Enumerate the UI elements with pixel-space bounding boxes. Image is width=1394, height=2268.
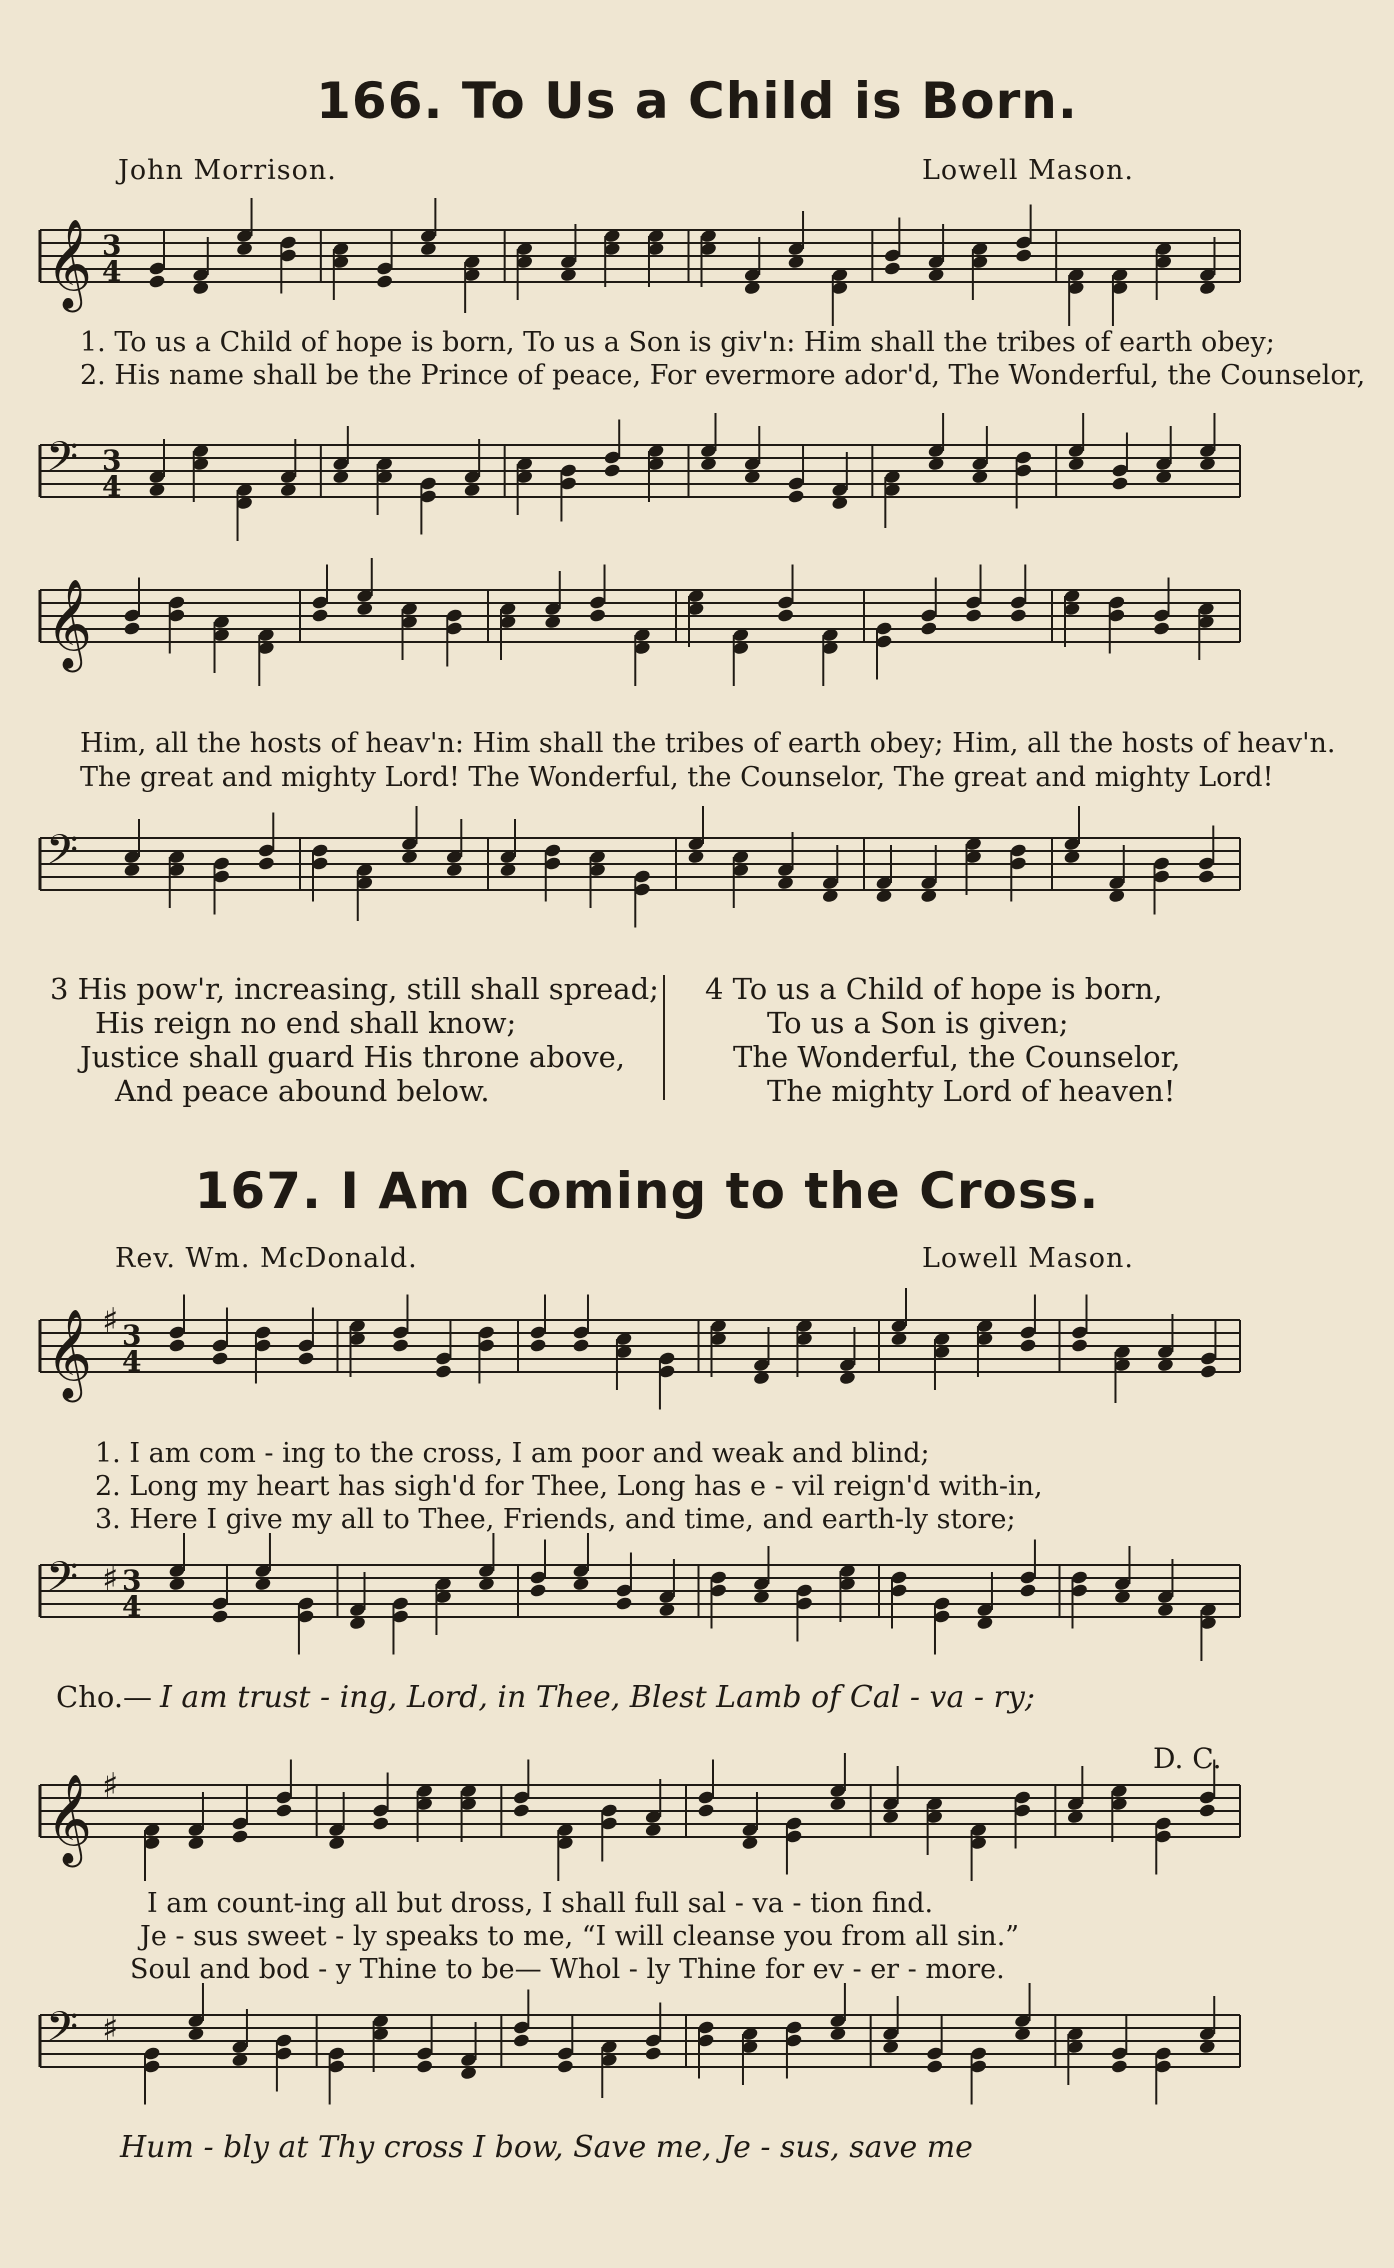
note-head <box>556 2059 574 2074</box>
note-head <box>529 1338 547 1353</box>
hymn-167-chorus-label: Cho.— <box>56 1680 153 1714</box>
hymn-167-chorus-line-2: Hum - bly at Thy cross I bow, Save me, Je - sus, save me <box>120 2130 973 2165</box>
treble-clef: 𝄞 <box>46 1309 93 1399</box>
note-head <box>965 608 983 623</box>
hymn-167-system-1-bass <box>30 1545 1250 1675</box>
hymn-166-system-2-treble <box>30 570 1250 720</box>
hymn-167-system-1-treble <box>30 1300 1250 1435</box>
note-head <box>416 2059 434 2074</box>
note-head <box>787 489 805 504</box>
note-head <box>231 1829 249 1844</box>
time-signature: 4 <box>102 255 122 288</box>
note-head <box>1009 608 1027 623</box>
note-head <box>168 1338 186 1353</box>
note-head <box>372 1816 390 1831</box>
note-head <box>211 1351 229 1366</box>
note-head <box>572 1338 590 1353</box>
treble-clef: 𝄞 <box>46 579 93 669</box>
hymn-167-music-credit: Lowell Mason. <box>922 1243 1134 1274</box>
note-head <box>376 274 394 289</box>
note-head <box>777 608 795 623</box>
note-head <box>1198 1803 1216 1818</box>
time-signature: 3 <box>122 1319 142 1352</box>
note-head <box>603 463 621 478</box>
key-signature: ♯ <box>102 1301 119 1341</box>
note-head <box>123 621 141 636</box>
bass-clef: 𝄢 <box>46 433 79 491</box>
hymn-166-system-1-bass <box>30 425 1250 565</box>
note-head <box>1015 248 1033 263</box>
time-signature: 4 <box>102 470 122 503</box>
note-head <box>1019 1338 1037 1353</box>
note-head <box>883 261 901 276</box>
note-head <box>297 1351 315 1366</box>
hymn-167-system-2-bass <box>30 1995 1250 2125</box>
note-head <box>512 2033 530 2048</box>
note-head <box>1111 476 1129 491</box>
time-signature: 3 <box>102 229 122 262</box>
treble-clef: 𝄞 <box>46 1774 93 1864</box>
note-head <box>644 2046 662 2061</box>
note-head <box>589 608 607 623</box>
bass-clef: 𝄢 <box>46 1553 79 1611</box>
hymn-166-system-2-verse-2: The great and mighty Lord! The Wonderful, the Counselor, The great and mighty Lord! <box>80 762 1274 793</box>
bass-clef: 𝄢 <box>46 826 79 884</box>
time-signature: 4 <box>122 1590 142 1623</box>
time-signature: 3 <box>102 444 122 477</box>
hymn-166-system-2-bass <box>30 818 1250 948</box>
hymn-166-system-1-treble <box>30 210 1250 330</box>
hymn-167-system-2-verse-1: I am count-ing all but dross, I shall full sal - va - tion find. <box>147 1888 934 1919</box>
note-head <box>148 274 166 289</box>
note-head <box>920 621 938 636</box>
note-head <box>1019 1583 1037 1598</box>
hymn-167-chorus-line-1: I am trust - ing, Lord, in Thee, Blest Lamb of Cal - va - ry; <box>160 1680 1035 1715</box>
note-head <box>1153 621 1171 636</box>
hymn-166-words-credit: John Morrison. <box>118 155 337 186</box>
hymn-167-system-1-verse-3: 3. Here I give my all to Thee, Friends, and time, and earth-ly store; <box>95 1504 1016 1535</box>
hymn-166-system-1-verse-2: 2. His name shall be the Prince of peace, For evermore ador'd, The Wonderful, the Counselor, <box>80 360 1366 391</box>
hymn-166-stanza-3: 3 His pow'r, increasing, still shall spread; His reign no end shall know; Justice shall guard His throne above, And peace abound below. <box>50 972 659 1108</box>
note-head <box>1071 1338 1089 1353</box>
note-head <box>1199 1364 1217 1379</box>
hymn-166-system-1-verse-1: 1. To us a Child of hope is born, To us a Son is giv'n: Him shall the tribes of earth obey; <box>80 327 1275 358</box>
note-head <box>529 1583 547 1598</box>
time-signature: 3 <box>122 1564 142 1597</box>
stanza-divider <box>663 975 665 1100</box>
note-head <box>435 1364 453 1379</box>
note-head <box>392 1338 410 1353</box>
note-head <box>697 1803 715 1818</box>
key-signature: ♯ <box>102 1766 119 1806</box>
note-head <box>926 2059 944 2074</box>
hymn-167-system-1-verse-1: 1. I am com - ing to the cross, I am poor and weak and blind; <box>95 1438 930 1469</box>
hymn-167-system-2-treble <box>30 1765 1250 1890</box>
note-head <box>615 1596 633 1611</box>
note-head <box>512 1803 530 1818</box>
note-head <box>1197 869 1215 884</box>
note-head <box>1110 2059 1128 2074</box>
treble-clef: 𝄞 <box>46 219 93 309</box>
hymn-167-words-credit: Rev. Wm. McDonald. <box>115 1243 418 1274</box>
hymn-166-title: 166. To Us a Child is Born. <box>316 72 1078 130</box>
bass-clef: 𝄢 <box>46 2003 79 2061</box>
hymn-166-stanza-4: 4 To us a Child of hope is born, To us a Son is given; The Wonderful, the Counselor, The mighty Lord of heaven! <box>705 972 1181 1108</box>
note-head <box>275 1803 293 1818</box>
key-signature: ♯ <box>102 2009 119 2049</box>
hymn-166-system-2-verse-1: Him, all the hosts of heav'n: Him shall the tribes of earth obey; Him, all the hosts of heav'n. <box>80 728 1336 759</box>
hymn-166-music-credit: Lowell Mason. <box>922 155 1134 186</box>
time-signature: 4 <box>122 1345 142 1378</box>
note-head <box>211 1609 229 1624</box>
note-head <box>257 856 275 871</box>
hymn-167-title: 167. I Am Coming to the Cross. <box>194 1162 1100 1220</box>
hymn-167-dc-mark: D. C. <box>1153 1742 1222 1775</box>
note-head <box>311 608 329 623</box>
hymn-167-system-2-verse-3: Soul and bod - y Thine to be— Whol - ly Thine for ev - er - more. <box>130 1954 1005 1985</box>
hymn-167-system-2-verse-2: Je - sus sweet - ly speaks to me, “I will cleanse you from all sin.” <box>140 1921 1020 1952</box>
key-signature: ♯ <box>102 1559 119 1599</box>
hymn-167-system-1-verse-2: 2. Long my heart has sigh'd for Thee, Long has e - vil reign'd with-in, <box>95 1471 1043 1502</box>
